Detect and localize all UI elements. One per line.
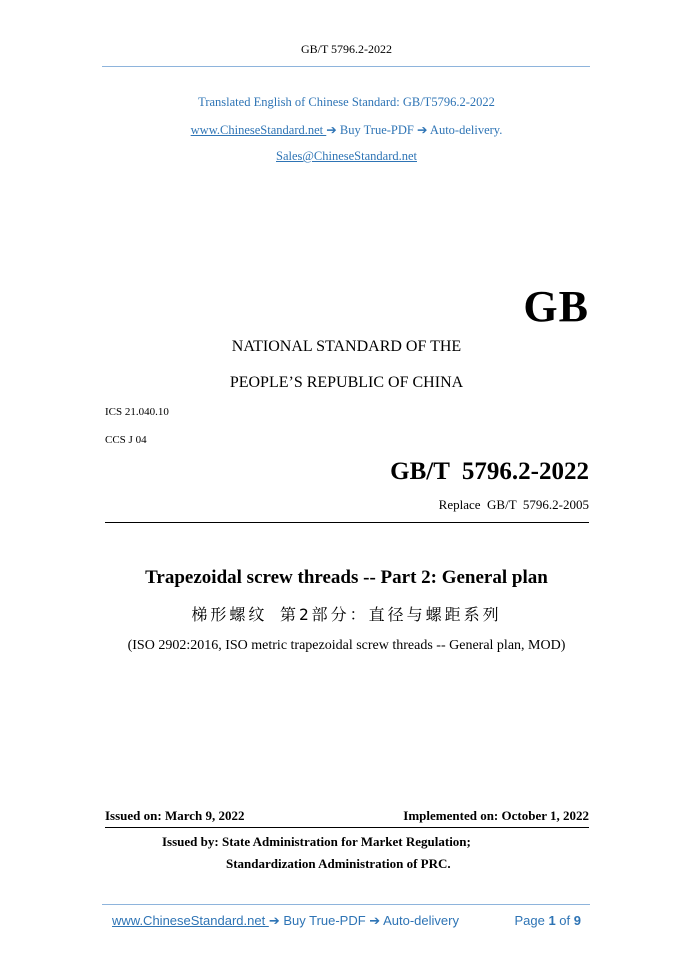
gb-mark: GB — [523, 282, 589, 331]
buy-text: Buy True-PDF — [336, 123, 417, 137]
footer-divider — [102, 904, 590, 905]
ccs-code: CCS J 04 — [105, 434, 147, 446]
footer-site-link[interactable]: www.ChineseStandard.net — [112, 913, 269, 928]
implemented-on-date: Implemented on: October 1, 2022 — [403, 808, 589, 823]
running-header: GB/T 5796.2-2022 — [300, 42, 393, 56]
page-indicator — [514, 913, 581, 928]
ics-code: ICS 21.040.10 — [105, 406, 169, 418]
site-link[interactable]: www.ChineseStandard.net — [190, 123, 327, 137]
issued-by-line-1: Issued by: State Administration for Market Regulation; — [162, 834, 471, 849]
sales-email-link[interactable]: Sales@ChineseStandard.net — [276, 149, 417, 163]
right-arrow-icon: ➔ — [369, 913, 381, 928]
header-divider — [102, 66, 590, 67]
footer-buy-text: Buy True-PDF — [279, 913, 370, 928]
email-line — [0, 149, 693, 164]
auto-delivery-text: Auto-delivery. — [427, 123, 503, 137]
issued-on-date: Issued on: March 9, 2022 — [105, 808, 245, 823]
footer-auto-text: Auto-delivery — [380, 913, 459, 928]
title-divider — [105, 522, 589, 523]
page-current: 1 — [548, 913, 556, 928]
page-label: Page — [514, 913, 545, 928]
translation-links — [0, 122, 693, 138]
national-standard-line-1: NATIONAL STANDARD OF THE — [231, 338, 462, 355]
right-arrow-icon: ➔ — [326, 123, 337, 137]
footer-links — [112, 913, 459, 929]
iso-reference: (ISO 2902:2016, ISO metric trapezoidal screw threads -- General plan, MOD) — [127, 638, 566, 653]
translation-notice: Translated English of Chinese Standard: GB/T5796.2-2022 — [198, 95, 495, 109]
issued-by-line-2: Standardization Administration of PRC. — [226, 856, 451, 871]
issue-divider — [105, 827, 589, 828]
national-standard-line-2: PEOPLE’S REPUBLIC OF CHINA — [229, 374, 464, 391]
replace-note: Replace GB/T 5796.2-2005 — [438, 497, 589, 512]
title-chinese: 梯形螺纹 第2部分：直径与螺距系列 — [191, 605, 502, 624]
right-arrow-icon: ➔ — [268, 913, 280, 928]
title-english: Trapezoidal screw threads -- Part 2: General plan — [145, 567, 548, 588]
right-arrow-icon: ➔ — [417, 123, 428, 137]
standard-number: GB/T 5796.2-2022 — [390, 458, 589, 485]
page-of: of — [559, 913, 571, 928]
page-total: 9 — [573, 913, 581, 928]
